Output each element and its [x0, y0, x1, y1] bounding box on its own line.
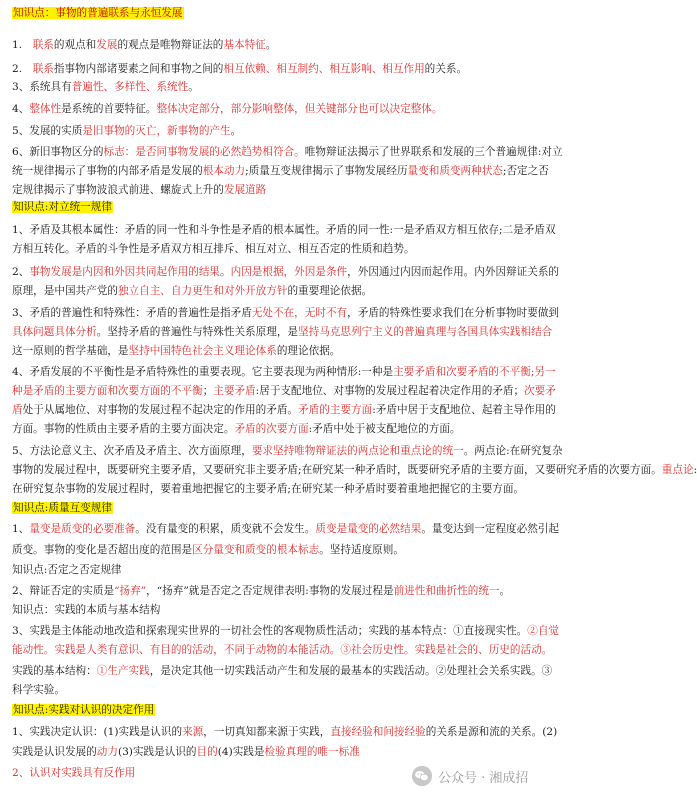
text-line	[12, 624, 567, 638]
highlighted-heading-text: 知识点：事物的普遍联系与永恒发展	[13, 7, 183, 19]
text-segment: 的关系。	[424, 63, 468, 75]
text-segment: :在研究复杂	[506, 445, 563, 457]
highlighted-heading-text: 知识点:质量互变规律	[13, 502, 112, 514]
text-line	[12, 306, 567, 320]
text-line	[12, 124, 567, 138]
text-line	[12, 463, 697, 477]
text-segment: 处于从属地位、对事物的发展过程不起决定的作用的矛盾。	[22, 404, 299, 416]
text-segment: ；	[202, 385, 214, 397]
watermark-label: 公众号 · 湘成招	[438, 770, 529, 786]
text-line	[12, 643, 567, 657]
text-segment: 的观点是唯物辩证法的	[117, 39, 224, 51]
text-segment: 。	[188, 81, 199, 93]
text-line	[12, 543, 567, 557]
key-term: 主要矛盾和次要矛盾的不平衡;另一	[393, 366, 556, 378]
text-segment: 。坚持矛盾的普遍性与特殊性关系原理，是	[96, 326, 299, 338]
key-term: 发展	[96, 39, 118, 51]
key-term: 独立自主、自力更生和对外开放方针	[117, 285, 288, 297]
key-term: 量变和质变两种状态	[407, 165, 503, 177]
key-term: 坚持中国特色社会主义理论体系	[128, 345, 277, 357]
text-line	[12, 563, 567, 577]
text-segment: 1、	[12, 523, 30, 535]
text-segment: 方面。事物的性质由主要矛盾的主要方面决定。	[12, 423, 235, 435]
key-term: 事物发展是内因和外因共同起作用的结果	[29, 266, 221, 278]
text-segment: 实践是认识发展的	[12, 746, 97, 758]
key-term: 是旧事物的灭亡，新事物的产生	[82, 125, 231, 137]
wechat-official-account-icon	[411, 765, 433, 787]
text-segment: ，一切真知都来源于实践，	[203, 726, 331, 738]
text-line	[12, 265, 567, 279]
key-term: 重点论	[661, 464, 694, 476]
text-segment: 的理论依据。	[276, 345, 341, 357]
text-segment: 这一原则的哲学基础，是	[12, 345, 129, 357]
key-term: 发展道路	[223, 184, 267, 196]
key-term: 检验真理的唯一标准	[264, 746, 360, 758]
key-term: 整体性	[29, 103, 62, 115]
text-line	[12, 683, 567, 697]
text-segment: 2、	[12, 266, 30, 278]
key-term: 盾	[12, 404, 23, 416]
key-term: 矛盾的主要方面	[298, 404, 373, 416]
text-line	[12, 102, 567, 116]
highlighted-heading-text: 知识点:对立统一规律	[13, 201, 112, 213]
text-line	[12, 603, 567, 617]
text-segment: (4)实践是	[217, 746, 265, 758]
text-line	[12, 62, 567, 76]
key-term: 联系	[32, 39, 54, 51]
text-segment: ;否定之否	[502, 165, 549, 177]
key-term: 目的	[196, 746, 218, 758]
text-line	[12, 365, 567, 379]
text-segment: 是系统的首要特征。	[61, 103, 157, 115]
text-line	[12, 38, 567, 52]
text-line	[12, 384, 567, 398]
key-term: 次要矛	[524, 385, 556, 397]
section-heading	[12, 703, 567, 717]
key-term: 根本动力	[202, 165, 246, 177]
text-segment: 知识点：实践的本质与基本结构	[12, 604, 161, 616]
key-term: 普遍性、多样性、系统性	[71, 81, 189, 93]
key-term: 具体问题具体分析	[12, 326, 97, 338]
text-segment: 4、矛盾发展的不平衡性是矛盾特殊性的重要表现。它主要表现为两种情形:一种是	[12, 366, 394, 378]
text-segment: 的关系是源和流的关系。(2)	[425, 726, 558, 738]
key-term: 来源	[182, 726, 204, 738]
text-segment: 6、新旧事物区分的	[12, 146, 104, 158]
text-line	[12, 482, 567, 496]
text-line	[12, 444, 567, 458]
text-line	[12, 80, 567, 94]
section-heading	[12, 6, 567, 20]
key-term: 动力	[96, 746, 118, 758]
text-segment: (3)实践是认识的	[117, 746, 197, 758]
key-term: 要求坚持唯物辩证法的两点论和重点论的统一	[251, 445, 464, 457]
text-segment: 。没有量变的积累，质变就不会发生。	[135, 523, 316, 535]
text-segment: 指事物内部诸要素之间和事物之间的	[53, 63, 224, 75]
key-term: 联系	[32, 63, 54, 75]
key-term: 2、认识对实践具有反作用	[12, 767, 136, 779]
text-segment: 方相互转化。矛盾的斗争性是矛盾双方相互排斥、相互对立、相互否定的性质和趋势。	[12, 243, 415, 255]
section-heading	[12, 200, 567, 214]
key-term: “扬弃”	[114, 585, 147, 597]
key-term: 基本特征	[223, 39, 266, 51]
key-term: 无处不在，无时不有	[251, 307, 348, 319]
text-line	[12, 584, 567, 598]
text-segment: ，外因通过内因而起作用。内外因辩证关系的	[347, 266, 560, 278]
key-term: 内因是根据，外因是条件	[230, 266, 348, 278]
key-term: ①生产实践	[96, 665, 150, 677]
text-segment: 。	[230, 125, 242, 137]
text-line	[12, 745, 567, 759]
text-segment: 。	[220, 266, 231, 278]
text-segment: 在研究复杂事物的发展过程时，要着重地把握它的主要矛盾;在研究某一种矛盾时要着重地把握它的主要方面。	[12, 483, 525, 495]
text-line	[12, 344, 567, 358]
text-segment: :居于支配地位、对事物的发展过程起着决定作用的矛盾；	[255, 385, 525, 397]
section-heading	[12, 501, 567, 515]
key-term: 量变是质变的必要准备	[29, 523, 136, 535]
text-line	[12, 145, 567, 159]
key-term: 矛盾的次要方面	[234, 423, 309, 435]
text-segment: 。两点论	[463, 445, 507, 457]
key-term: 标志：是否同事物发展的必然趋势相符合。	[103, 146, 305, 158]
text-segment: 5、方法论意义主、次矛盾及矛盾主、次方面原理，	[12, 445, 252, 457]
key-term: 主要矛盾	[213, 385, 256, 397]
text-segment: 科学实验。	[12, 684, 65, 696]
text-segment: ，是决定其他一切实践活动产生和发展的最基本的实践活动。②处理社会关系实践。③	[149, 665, 553, 677]
highlighted-heading-text: 知识点:实践对认识的决定作用	[13, 704, 155, 716]
text-segment: 。坚持适度原则。	[319, 544, 404, 556]
text-segment: :矛盾中居于支配地位、起着主导作用的	[372, 404, 556, 416]
text-line	[12, 242, 567, 256]
text-segment: 3、矛盾的普遍性和特殊性：矛盾的普遍性是指矛盾	[12, 307, 252, 319]
watermark	[411, 764, 571, 788]
text-segment: 唯物辩证法揭示了世界联系和发展的三个普遍规律:对立	[304, 146, 563, 158]
text-segment: 。	[499, 585, 511, 597]
key-term: 整体决定部分，部分影响整体，但关键部分也可以决定整体。	[156, 103, 443, 115]
text-segment: :矛盾中处于被支配地位的方面。	[308, 423, 461, 435]
key-term: 质变是量变的必然结果	[315, 523, 422, 535]
key-term: 前进性和曲折性的统一	[393, 585, 500, 597]
text-segment: 2、辩证否定的实质是	[12, 585, 115, 597]
text-segment: 统一规律揭示了事物的内部矛盾是发展的	[12, 165, 203, 177]
text-line	[12, 164, 567, 178]
text-line	[12, 325, 567, 339]
text-segment: 质变。事物的变化是否超出度的范围是	[12, 544, 193, 556]
text-segment: 原理，是中国共产党的	[12, 285, 118, 297]
text-line	[12, 183, 567, 197]
text-segment: ，“扬弃”就是否定之否定规律表明:事物的发展过程是	[146, 585, 394, 597]
text-segment: 1、实践决定认识：(1)实践是认识的	[12, 726, 183, 738]
text-line	[12, 284, 567, 298]
text-line	[12, 223, 567, 237]
text-segment: 知识点:否定之否定规律	[12, 564, 122, 576]
key-term: 种是矛盾的主要方面和次要方面的不平衡	[12, 385, 203, 397]
text-segment: 的观点和	[53, 39, 97, 51]
text-segment: ;质量互变规律揭示了事物发展经历	[245, 165, 408, 177]
text-line	[12, 725, 567, 739]
text-line	[12, 522, 567, 536]
key-term: 直接经验和间接经验	[330, 726, 426, 738]
text-segment: 1、矛盾及其根本属性：矛盾的同一性和斗争性是矛盾的根本属性。矛盾的同一性:一是矛盾双方相互依存;二是矛盾双	[12, 224, 556, 236]
key-term: 坚持马克思列宁主义的普遍真理与各国具体实践相结合	[298, 326, 553, 338]
text-segment: 的重要理论依据。	[287, 285, 373, 297]
text-segment: 2.	[12, 63, 33, 75]
text-segment: 3、系统具有	[12, 81, 72, 93]
text-segment: 3、实践是主体能动地改造和探索现实世界的一切社会性的客观物质性活动；实践的基本特点：①直接现实性。	[12, 625, 528, 637]
text-segment: 事物的发展过程中，既要研究主要矛盾，又要研究非主要矛盾;在研究某一种矛盾时，既要研究矛盾的主要方面，又要研究矛盾的次要方面。	[12, 464, 662, 476]
text-segment: 实践的基本结构：	[12, 665, 97, 677]
text-segment: 。量变达到一定程度必然引起	[421, 523, 560, 535]
text-line	[12, 422, 567, 436]
text-line	[12, 403, 567, 417]
key-term: ②自觉	[527, 625, 560, 637]
text-segment: 。	[265, 39, 277, 51]
text-segment: 1.	[12, 39, 33, 51]
text-segment: ，矛盾的特殊性要求我们在分析事物时要做到	[347, 307, 560, 319]
text-segment: 5、发展的实质	[12, 125, 83, 137]
key-term: 相互依赖、相互制约、相互影响、相互作用	[223, 63, 425, 75]
text-segment: 4、	[12, 103, 30, 115]
text-line	[12, 664, 567, 678]
key-term: 区分量变和质变的根本标志	[192, 544, 320, 556]
text-segment: :	[693, 464, 697, 476]
text-segment: 定规律揭示了事物波浪式前进、螺旋式上升的	[12, 184, 224, 196]
key-term: 能动性。实践是人类有意识、有目的的活动，不同于动物的本能活动。③社会历史性。实践是社会的、历史的活动。	[12, 644, 553, 656]
